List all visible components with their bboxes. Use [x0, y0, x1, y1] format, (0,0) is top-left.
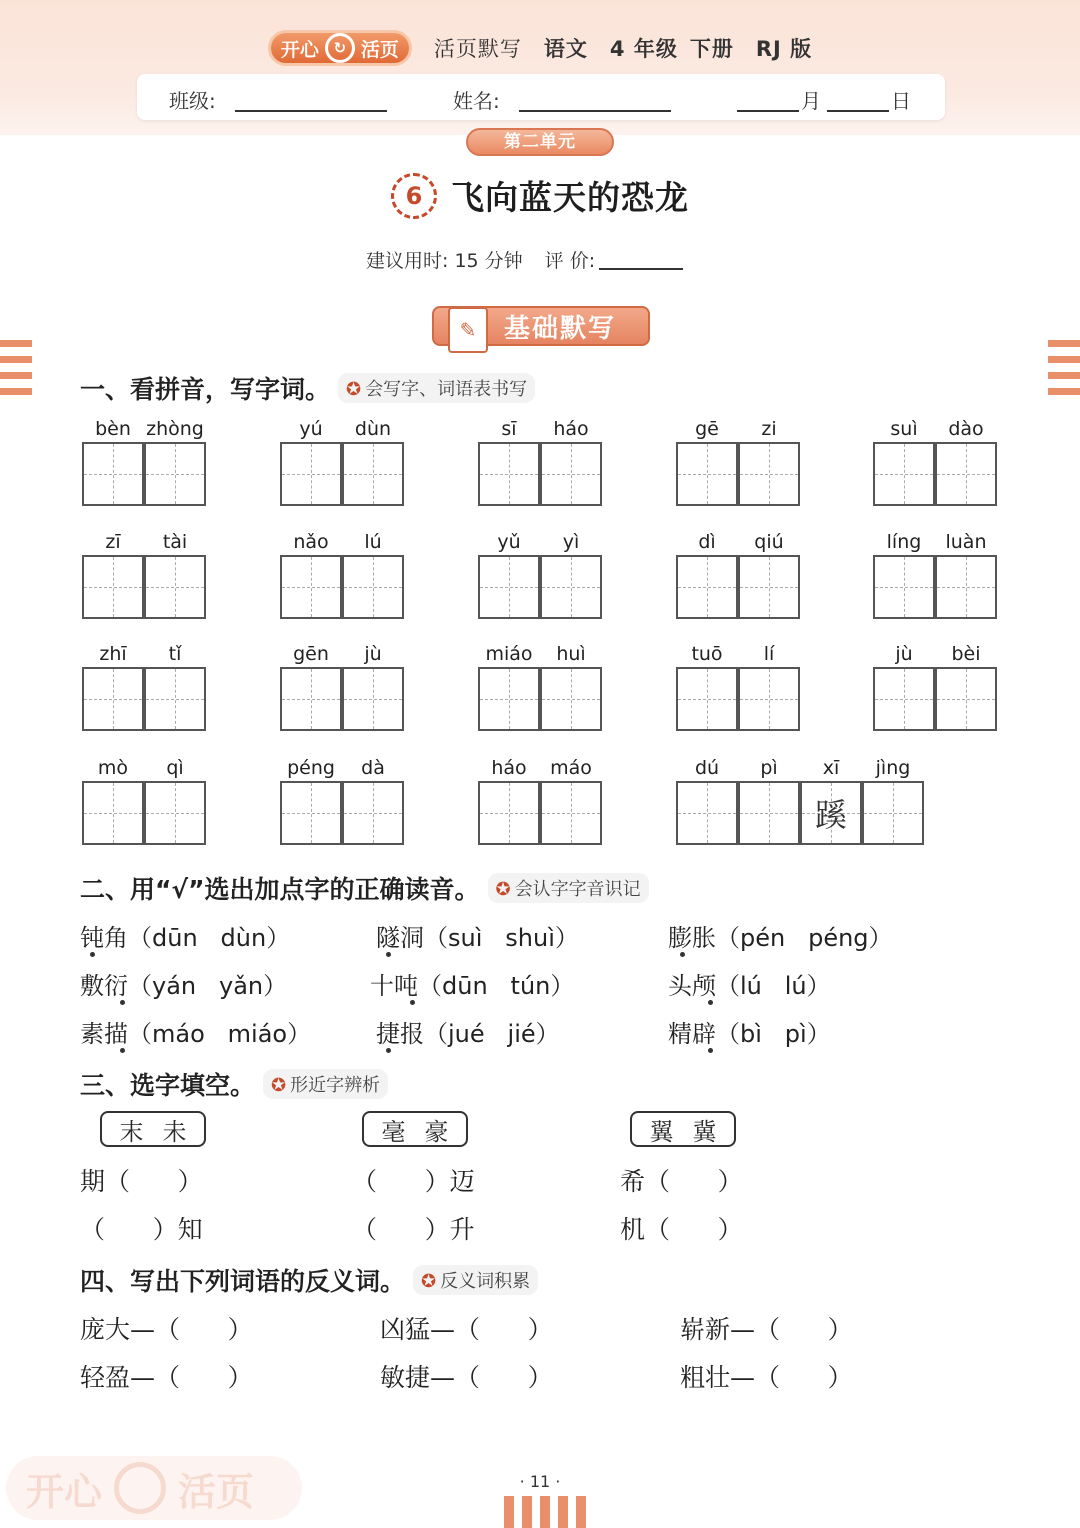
pinyin-label: xī — [822, 757, 840, 779]
pinyin-label: bèi — [951, 643, 981, 665]
writing-box[interactable] — [144, 781, 206, 845]
fill-blank[interactable]: （ ）迈 — [352, 1167, 475, 1196]
pinyin-label: dào — [948, 418, 984, 440]
pinyin-label: jù — [364, 643, 382, 665]
pinyin-label: tài — [162, 531, 188, 553]
pinyin-label: qì — [166, 757, 184, 779]
writing-box[interactable] — [82, 442, 144, 506]
lesson-number: 6 — [391, 173, 437, 219]
grade: 4 年级 — [609, 37, 678, 61]
logo-text-left: 开心 — [280, 38, 319, 61]
fill-blank[interactable]: 期（ ） — [80, 1167, 203, 1196]
writing-box[interactable] — [540, 555, 602, 619]
unit-badge: 第二单元 — [466, 128, 614, 156]
pinyin-label: suì — [890, 418, 918, 440]
q3-title: 三、选字填空。 — [80, 1071, 256, 1100]
writing-box[interactable] — [82, 667, 144, 731]
pinyin-label: dú — [694, 757, 720, 779]
writing-box[interactable] — [478, 555, 540, 619]
logo-ring-icon: ↻ — [325, 33, 355, 63]
choice-char: 末 — [119, 1117, 144, 1146]
pinyin-label: zhī — [99, 643, 127, 665]
writing-box[interactable] — [676, 555, 738, 619]
side-marks-left — [0, 340, 32, 404]
writing-box — [800, 781, 862, 845]
lesson-name: 飞向蓝天的恐龙 — [451, 178, 689, 217]
q3-tag-text: 形近字辨析 — [290, 1075, 381, 1096]
pinyin-label: pì — [760, 757, 778, 779]
writing-box[interactable] — [873, 442, 935, 506]
pinyin-label: luàn — [945, 531, 987, 553]
q2-tag — [488, 873, 649, 903]
char-choice-box — [362, 1111, 468, 1147]
pinyin-label: yì — [562, 531, 580, 553]
name-field[interactable] — [519, 110, 671, 112]
q3-tag — [263, 1069, 388, 1099]
pinyin-label: lú — [364, 531, 382, 553]
fill-blank[interactable]: （ ）知 — [80, 1215, 203, 1244]
choice-char: 毫 — [381, 1117, 406, 1146]
pinyin-label: nǎo — [293, 531, 329, 553]
writing-box[interactable] — [738, 781, 800, 845]
writing-box[interactable] — [540, 667, 602, 731]
choice-char: 翼 — [649, 1117, 674, 1146]
class-label: 班级: — [169, 89, 216, 113]
writing-box[interactable] — [280, 555, 342, 619]
time-eval-line — [366, 246, 683, 273]
pinyin-label: miáo — [485, 643, 533, 665]
pinyin-label: líng — [886, 531, 922, 553]
gear-icon: ✪ — [421, 1271, 437, 1292]
brand-row — [0, 28, 1080, 68]
pinyin-label: yú — [299, 418, 323, 440]
fill-blank[interactable]: 机（ ） — [620, 1215, 743, 1244]
writing-box[interactable] — [144, 667, 206, 731]
pencil-badge-icon: ✎ — [448, 307, 488, 353]
writing-box[interactable] — [873, 555, 935, 619]
pinyin-label: jù — [895, 643, 913, 665]
writing-box[interactable] — [280, 442, 342, 506]
pinyin-label: qiú — [754, 531, 784, 553]
q4-tag-text: 反义词积累 — [440, 1271, 531, 1292]
brand-logo — [268, 30, 412, 66]
writing-box[interactable] — [935, 667, 997, 731]
q3-heading — [80, 1066, 388, 1102]
day-field[interactable] — [827, 110, 889, 112]
q1-title: 一、看拼音，写字词。 — [80, 375, 331, 404]
writing-box[interactable] — [935, 555, 997, 619]
day-label: 日 — [891, 89, 911, 113]
q1-tag-text: 会写字、词语表书写 — [365, 379, 528, 400]
suggested-time: 建议用时: 15 分钟 — [366, 250, 523, 272]
antonym-item[interactable]: 崭新—（ ） — [680, 1315, 853, 1344]
reading-item[interactable]: 钝角（dūn dùn） — [80, 924, 291, 952]
pinyin-label: dùn — [354, 418, 392, 440]
page-number: · 11 · — [519, 1472, 561, 1491]
pinyin-label: yǔ — [497, 531, 521, 553]
antonym-item[interactable]: 粗壮—（ ） — [680, 1363, 853, 1392]
pinyin-label: zi — [761, 418, 777, 440]
writing-box[interactable] — [144, 555, 206, 619]
pinyin-label: huì — [556, 643, 586, 665]
writing-box[interactable] — [738, 667, 800, 731]
name-label: 姓名: — [453, 89, 500, 113]
side-marks-right — [1048, 340, 1080, 404]
q2-tag-text: 会认字字音识记 — [514, 879, 641, 900]
given-character: 蹊 — [814, 796, 847, 834]
writing-box[interactable] — [82, 555, 144, 619]
volume: 下册 — [689, 37, 734, 61]
char-choice-box — [630, 1111, 736, 1147]
gear-icon: ✪ — [495, 879, 511, 900]
eval-field[interactable] — [599, 268, 683, 270]
antonym-item[interactable]: 轻盈—（ ） — [80, 1363, 253, 1392]
antonym-item[interactable]: 敏捷—（ ） — [380, 1363, 553, 1392]
gear-icon: ✪ — [271, 1075, 287, 1096]
pinyin-label: gēn — [293, 643, 329, 665]
q1-tag — [338, 373, 535, 403]
reading-item[interactable]: 隧洞（suì shuì） — [376, 924, 579, 952]
month-field[interactable] — [737, 110, 799, 112]
writing-box[interactable] — [676, 442, 738, 506]
pinyin-label: tǐ — [168, 643, 182, 665]
writing-box[interactable] — [82, 781, 144, 845]
writing-box[interactable] — [342, 667, 404, 731]
pinyin-label: gē — [695, 418, 719, 440]
writing-box[interactable] — [342, 555, 404, 619]
reading-item[interactable]: 素描（máo miáo） — [80, 1020, 312, 1048]
section-banner-title: 基础默写 — [504, 313, 617, 344]
q4-heading — [80, 1262, 538, 1298]
reading-item[interactable]: 膨胀（pén péng） — [668, 924, 893, 952]
pinyin-label: lí — [763, 643, 775, 665]
logo-text-right: 活页 — [360, 38, 399, 61]
writing-box[interactable] — [738, 555, 800, 619]
writing-box[interactable] — [935, 442, 997, 506]
writing-box[interactable] — [873, 667, 935, 731]
writing-box[interactable] — [676, 667, 738, 731]
series-name: 活页默写 — [433, 37, 522, 61]
fill-blank[interactable]: （ ）升 — [352, 1215, 475, 1244]
reading-item[interactable]: 十吨（dūn tún） — [370, 972, 575, 1000]
reading-item[interactable]: 头颅（lú lú） — [668, 972, 831, 1000]
student-info-bar — [137, 74, 945, 120]
q2-heading — [80, 870, 649, 906]
watermark-logo: 开心 活页 — [6, 1456, 302, 1520]
pinyin-label: háo — [491, 757, 527, 779]
antonym-item[interactable]: 庞大—（ ） — [80, 1315, 253, 1344]
choice-char: 豪 — [424, 1117, 449, 1146]
month-label: 月 — [801, 89, 821, 113]
pinyin-label: péng — [287, 757, 335, 779]
reading-item[interactable]: 捷报（jué jié） — [376, 1020, 560, 1048]
writing-box[interactable] — [862, 781, 924, 845]
reading-item[interactable]: 精辟（bì pì） — [668, 1020, 831, 1048]
q2-title: 二、用“√”选出加点字的正确读音。 — [80, 875, 480, 904]
writing-box[interactable] — [738, 442, 800, 506]
pinyin-label: sī — [501, 418, 517, 440]
pinyin-label: mò — [97, 757, 129, 779]
pinyin-label: dà — [361, 757, 385, 779]
fill-blank[interactable]: 希（ ） — [620, 1167, 743, 1196]
pinyin-label: zī — [105, 531, 121, 553]
writing-box[interactable] — [478, 781, 540, 845]
choice-char: 未 — [162, 1117, 187, 1146]
pinyin-label: jìng — [875, 757, 911, 779]
edition: RJ 版 — [755, 37, 813, 61]
writing-box[interactable] — [280, 667, 342, 731]
pinyin-label: tuō — [691, 643, 723, 665]
gear-icon: ✪ — [346, 379, 362, 400]
footer-bars — [504, 1496, 586, 1528]
eval-label: 评 价: — [544, 250, 596, 272]
writing-box[interactable] — [280, 781, 342, 845]
pinyin-label: dì — [698, 531, 716, 553]
writing-box[interactable] — [342, 442, 404, 506]
writing-box[interactable] — [540, 442, 602, 506]
writing-box[interactable] — [478, 442, 540, 506]
writing-box[interactable] — [144, 442, 206, 506]
char-choice-box — [100, 1111, 206, 1147]
pinyin-label: máo — [550, 757, 592, 779]
subject: 语文 — [543, 37, 588, 61]
writing-box[interactable] — [342, 781, 404, 845]
reading-item[interactable]: 敷衍（yán yǎn） — [80, 972, 288, 1000]
q4-tag — [413, 1265, 538, 1295]
lesson-title — [0, 172, 1080, 219]
q4-title: 四、写出下列词语的反义词。 — [80, 1267, 406, 1296]
section-banner — [432, 306, 650, 346]
writing-box[interactable] — [676, 781, 738, 845]
pinyin-label: háo — [553, 418, 589, 440]
class-field[interactable] — [235, 110, 387, 112]
writing-box[interactable] — [540, 781, 602, 845]
antonym-item[interactable]: 凶猛—（ ） — [380, 1315, 553, 1344]
pinyin-label: bèn — [95, 418, 131, 440]
choice-char: 冀 — [692, 1117, 717, 1146]
writing-box[interactable] — [478, 667, 540, 731]
q1-heading — [80, 370, 535, 406]
pinyin-label: zhòng — [146, 418, 204, 440]
